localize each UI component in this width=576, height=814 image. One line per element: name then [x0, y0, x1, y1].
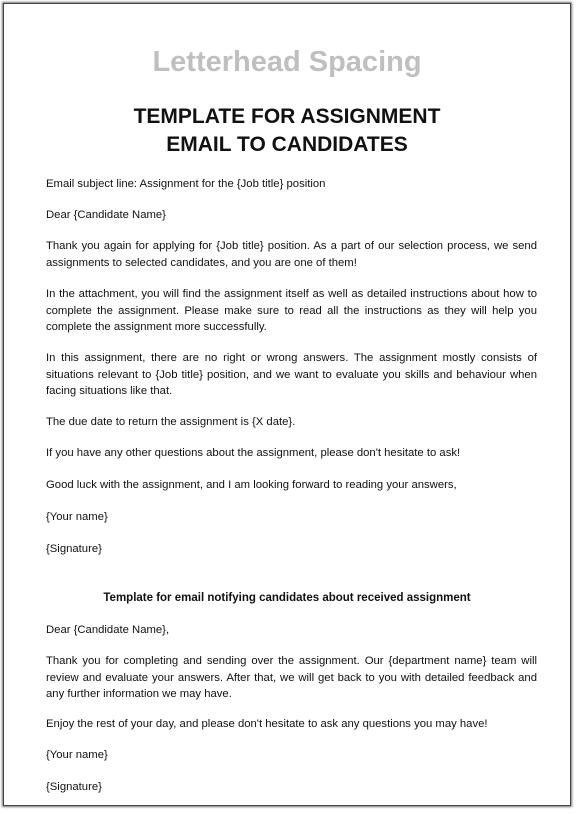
email-greeting: Dear {Candidate Name}: [46, 209, 166, 221]
email-paragraph-3: In this assignment, there are no right or wrong answers. The assignment mostly consists of situations relevant to {Job title} position, and we want to evaluate you skills and behaviour when facing situations like that.: [46, 352, 537, 397]
email2-paragraph-1: Thank you for completing and sending over the assignment. Our {department name} team will review and evaluate your answers. After that, we will get back to you with detailed feedback and any further information we may have.: [46, 655, 537, 700]
email-paragraph-4: The due date to return the assignment is {X date}.: [46, 416, 296, 428]
title-line-2: EMAIL TO CANDIDATES: [166, 133, 408, 156]
email-paragraph-5: If you have any other questions about the assignment, please don't hesitate to ask!: [46, 447, 461, 459]
document-page: [3, 3, 571, 806]
title-line-1: TEMPLATE FOR ASSIGNMENT: [133, 105, 441, 128]
email-subject-line: Email subject line: Assignment for the {Job title} position: [46, 178, 326, 190]
section-heading-received: Template for email notifying candidates about received assignment: [103, 592, 471, 604]
document-title: [4, 103, 570, 159]
letterhead-placeholder: Letterhead Spacing: [152, 46, 422, 78]
email2-your-name: {Your name}: [46, 749, 108, 761]
email2-greeting: Dear {Candidate Name},: [46, 624, 170, 636]
email-your-name: {Your name}: [46, 511, 108, 523]
email2-signature: {Signature}: [46, 781, 102, 793]
email-signature: {Signature}: [46, 543, 102, 555]
email-paragraph-2: In the attachment, you will find the assignment itself as well as detailed instructions about how to complete the assignment. Please make sure to read all the instructions as they will help you complete the assignment more successfully.: [46, 288, 537, 333]
email-paragraph-1: Thank you again for applying for {Job title} position. As a part of our selection process, we send assignments to selected candidates, and you are one of them!: [46, 240, 537, 269]
email-paragraph-6: Good luck with the assignment, and I am looking forward to reading your answers,: [46, 479, 457, 491]
email2-paragraph-2: Enjoy the rest of your day, and please don't hesitate to ask any questions you may have!: [46, 718, 488, 730]
